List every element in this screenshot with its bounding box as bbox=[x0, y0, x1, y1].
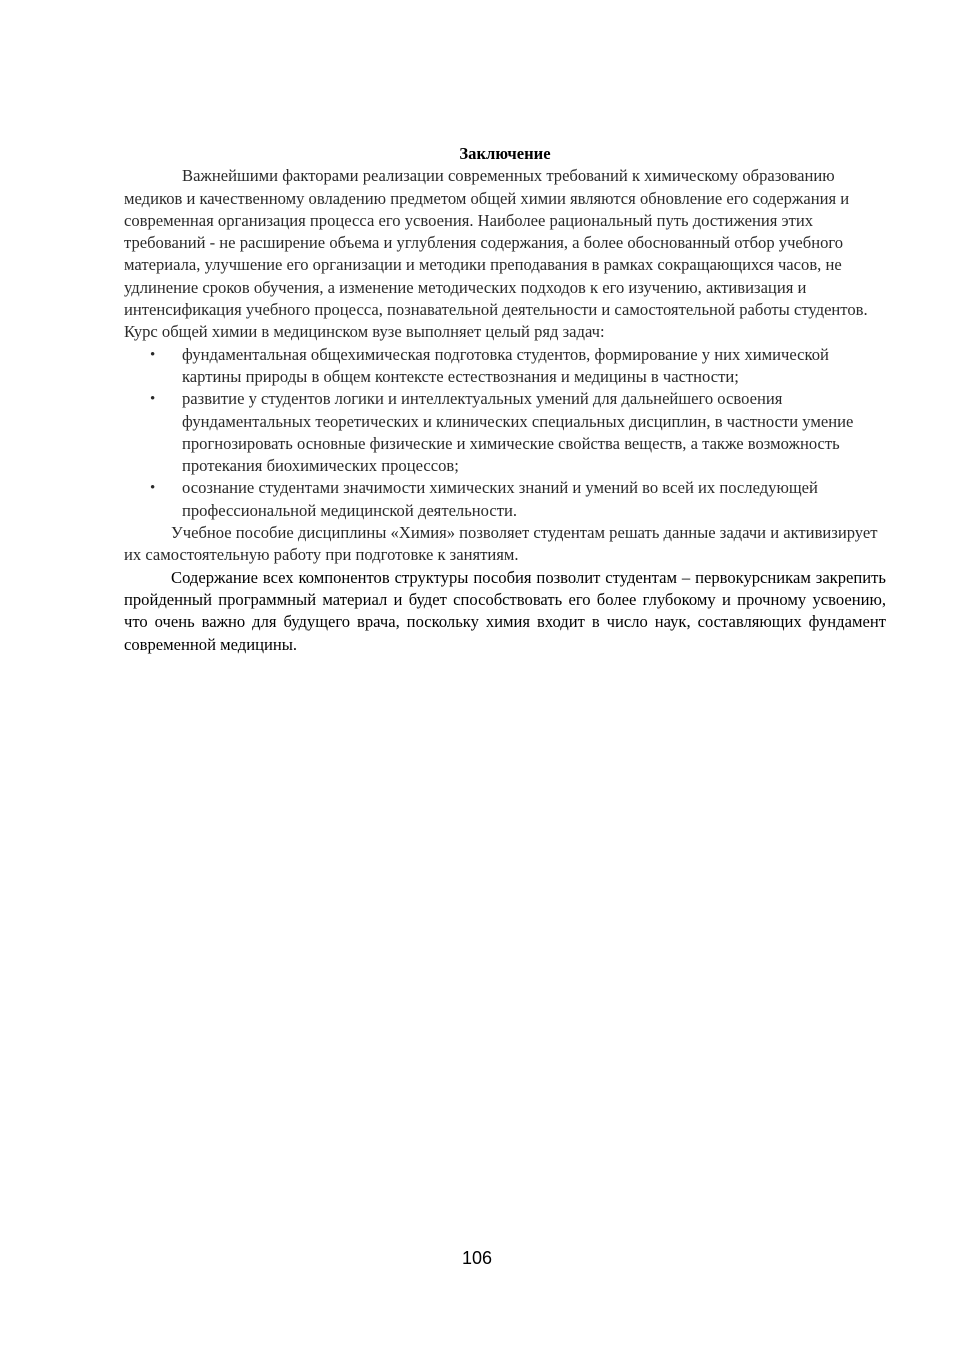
list-item bbox=[124, 477, 886, 522]
closing-paragraph: Содержание всех компонентов структуры пособия позволит студентам – первокурсникам закрепить пройденный программный материал и будет способствовать его более глубокому и прочному усвоению, что очень важно для будущего врача, поскольку химия входит в число наук, составляющих фундамент современной медицины. bbox=[124, 567, 886, 654]
bullet-icon: • bbox=[150, 480, 156, 497]
bullet-icon: • bbox=[150, 346, 156, 363]
list-item-text: фундаментальная общехимическая подготовка студентов, формирование у них химической картины природы в общем контексте естествознания и медицины в частности; bbox=[182, 344, 829, 386]
list-item-text: развитие у студентов логики и интеллектуальных умений для дальнейшего освоения фундаментальных теоретических и клинических специальных дисциплин, в частности умение прогнозировать основные физические и химические свойства веществ, а также возможность протекания биохимических процессов; bbox=[182, 389, 854, 476]
page-content bbox=[124, 143, 886, 656]
intro-paragraph: Важнейшими факторами реализации современных требований к химическому образованию медиков и качественному овладению предметом общей химии являются обновление его содержания и современная организация процесса его усвоения. Наиболее рациональный путь достижения этих требований - не расширение объема и углубления содержания, а более обоснованный отбор учебного материала, улучшение его организации и методики преподавания в рамках сокращающихся часов, не удлинение сроков обучения, а изменение методических подходов к его изучению, активизация и интенсификация учебного процесса, познавательной деятельности и самостоятельной работы студентов. bbox=[124, 166, 868, 320]
section-heading: Заключение bbox=[459, 144, 551, 163]
list-item bbox=[124, 388, 886, 477]
tasks-intro-paragraph: Курс общей химии в медицинском вузе выполняет целый ряд задач: bbox=[124, 322, 605, 342]
bullet-icon: • bbox=[150, 391, 156, 408]
textbook-paragraph: Учебное пособие дисциплины «Химия» позволяет студентам решать данные задачи и активизирует их самостоятельную работу при подготовке к занятиям. bbox=[124, 523, 878, 565]
list-item-text: осознание студентами значимости химических знаний и умений во всей их последующей профессиональной медицинской деятельности. bbox=[182, 478, 818, 520]
list-item bbox=[124, 344, 886, 389]
tasks-list bbox=[124, 344, 886, 522]
page-number: 106 bbox=[461, 1248, 493, 1268]
